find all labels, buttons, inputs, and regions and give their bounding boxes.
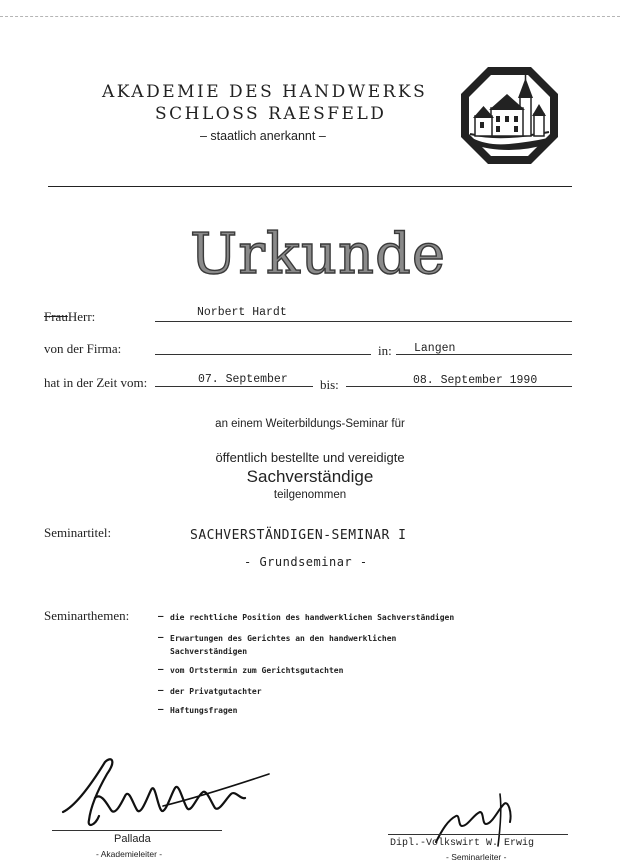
certificate-title: Urkunde	[190, 222, 447, 287]
until-label: bis:	[320, 377, 339, 392]
company-label: von der Firma:	[44, 341, 122, 356]
seminar-intro: an einem Weiterbildungs-Seminar für	[215, 418, 405, 430]
location-line	[396, 354, 572, 355]
topic-bullet: –	[158, 686, 164, 696]
director-name: Pallada	[114, 833, 151, 845]
seminar-leader-signature-line	[388, 834, 568, 835]
topic-bullet: –	[158, 665, 164, 675]
topic-item: Haftungsfragen	[170, 706, 238, 715]
participation-text: teilgenommen	[273, 489, 347, 501]
topic-item-continued: Sachverständigen	[170, 647, 248, 656]
seminar-leader-role: - Seminarleiter -	[446, 852, 507, 862]
topic-bullet: –	[158, 612, 164, 622]
location-label: in:	[378, 343, 392, 358]
topic-bullet: –	[158, 705, 164, 715]
director-role: - Akademieleiter -	[96, 849, 163, 859]
topic-item: die rechtliche Position des handwerklichen Sachverständigen	[170, 613, 455, 622]
seminar-audience-title: Sachverständige	[246, 467, 374, 486]
castle-logo-icon	[458, 64, 561, 167]
academy-location: SCHLOSS RAESFELD	[155, 104, 387, 124]
scan-edge-noise	[0, 16, 620, 17]
seminar-audience: öffentlich bestellte und vereidigte	[215, 450, 405, 465]
seminar-topics-label: Seminarthemen:	[44, 608, 130, 623]
seminar-title-label: Seminartitel:	[44, 525, 112, 540]
salutation-struck: Frau	[44, 309, 68, 324]
participant-name: Norbert Hardt	[197, 306, 287, 319]
location-value: Langen	[414, 342, 456, 355]
header-divider	[48, 186, 572, 187]
name-line	[155, 321, 572, 322]
date-from-line	[155, 386, 313, 387]
topic-item: der Privatgutachter	[170, 687, 262, 696]
period-label: hat in der Zeit vom:	[44, 375, 148, 390]
topic-item: Erwartungen des Gerichtes an den handwerklichen	[170, 634, 397, 643]
topic-bullet: –	[158, 633, 164, 643]
seminar-subtitle: - Grundseminar -	[244, 555, 368, 569]
seminar-leader-name: Dipl.-Volkswirt W. Erwig	[390, 838, 535, 849]
academy-name: AKADEMIE DES HANDWERKS	[102, 82, 428, 102]
date-to-line	[346, 386, 572, 387]
topic-item: vom Ortstermin zum Gerichtsgutachten	[170, 666, 344, 675]
director-signature-line	[52, 830, 222, 831]
salutation-text: Herr:	[67, 309, 96, 324]
salutation-label	[44, 309, 95, 325]
director-signature-icon	[55, 752, 275, 834]
date-from: 07. September	[198, 373, 288, 386]
academy-accreditation: – staatlich anerkannt –	[200, 129, 326, 143]
date-to: 08. September 1990	[413, 374, 538, 387]
company-line	[155, 354, 371, 355]
seminar-title: SACHVERSTÄNDIGEN-SEMINAR I	[190, 528, 407, 543]
